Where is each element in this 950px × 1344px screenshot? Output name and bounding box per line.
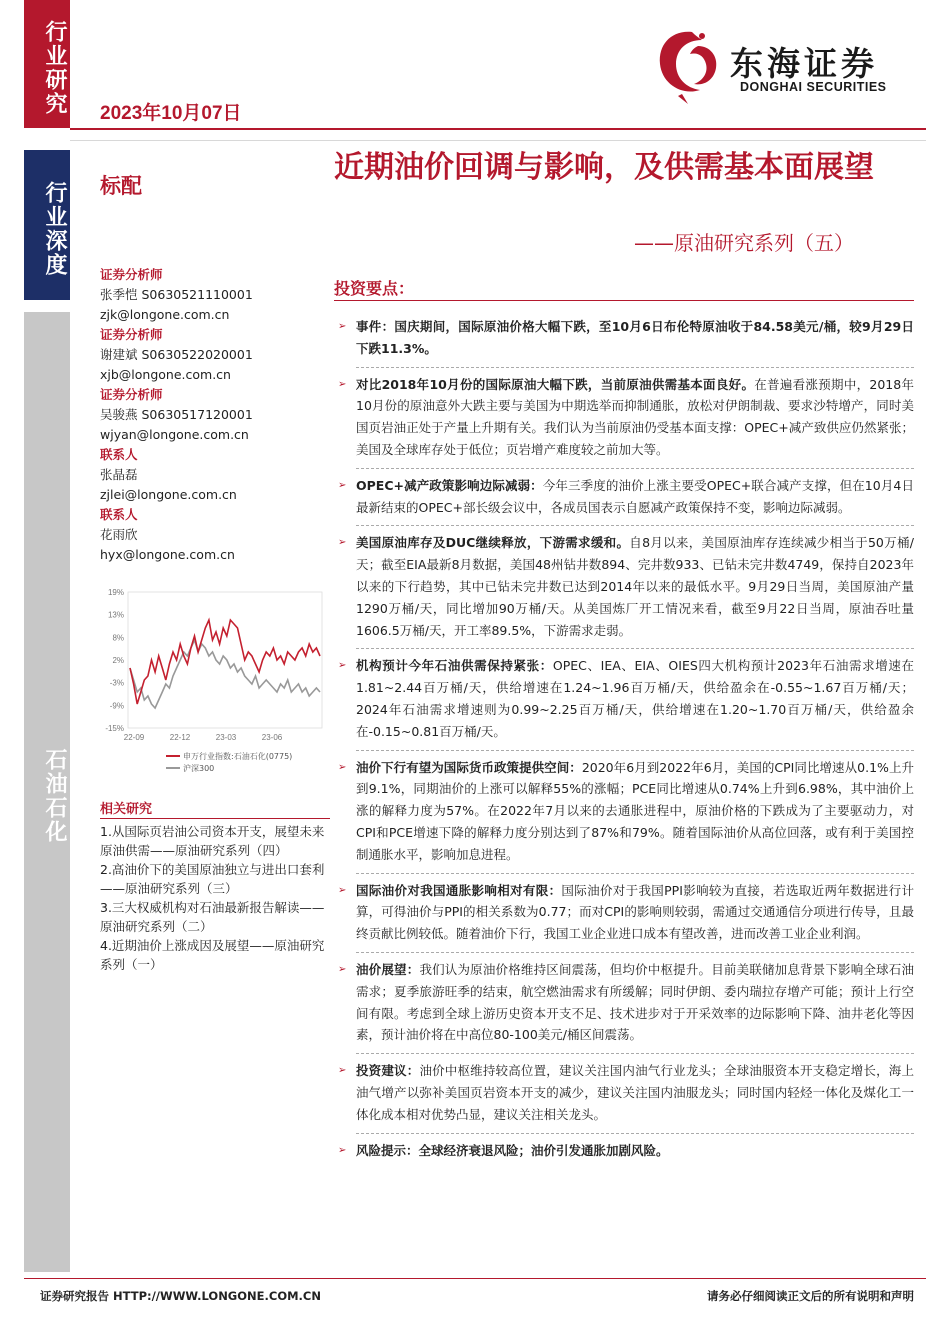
- key-point: [338, 316, 914, 360]
- key-point-lead: 美国原油库存及DUC继续释放，下游需求缓和。: [356, 535, 630, 551]
- footer-right: 请务必仔细阅读正文后的所有说明和声明: [707, 1289, 914, 1303]
- analyst-email[interactable]: xjb@longone.com.cn: [100, 367, 231, 382]
- rating: 标配: [100, 174, 142, 198]
- key-point-lead: 油价下行有望为国际货币政策提供空间：: [356, 759, 582, 775]
- side-tab-sector: 石油石化: [24, 312, 70, 1272]
- key-point-separator: [356, 1133, 914, 1134]
- y-tick-label: 8%: [112, 633, 124, 643]
- header-divider: [70, 128, 926, 130]
- analyst-email[interactable]: wjyan@longone.com.cn: [100, 427, 249, 442]
- related-heading: 相关研究: [100, 802, 153, 817]
- key-point: [338, 1140, 914, 1162]
- related-item[interactable]: 4.近期油价上涨成因及展望——原油研究系列（一）: [100, 938, 325, 972]
- key-point-separator: [356, 468, 914, 469]
- series-line: [130, 640, 320, 708]
- key-point-separator: [356, 367, 914, 368]
- key-point-separator: [356, 525, 914, 526]
- analyst-email[interactable]: zjlei@longone.com.cn: [100, 487, 237, 502]
- key-point: [338, 475, 914, 519]
- key-point-body: OPEC、IEA、EIA、OIES四大机构预计2023年石油需求增速在1.81~2.44百万桶/天，供给增速在1.24~1.96百万桶/天，供给盈余在-0.55~1.67百万桶/天；2024年石油需求增速则为0.99~2.25百万桶/天，供给增速在1.20~1.70百万桶/天，供给盈余在-0.15~0.81百万桶/天。: [356, 658, 914, 739]
- key-point: [338, 757, 914, 866]
- y-tick-label: -9%: [109, 701, 124, 711]
- related-item[interactable]: 1.从国际页岩油公司资本开支，展望未来原油供需——原油研究系列（四）: [100, 824, 325, 858]
- key-point-lead: 国际油价对我国通胀影响相对有限：: [356, 882, 562, 898]
- x-tick-label: 23-03: [215, 733, 237, 742]
- key-point-separator: [356, 750, 914, 751]
- side-tab-industry-research: 行业研究: [24, 0, 70, 128]
- bullet-arrow-icon: ➢: [338, 1144, 347, 1156]
- key-point-body: 油价中枢维持较高位置，建议关注国内油气行业龙头；全球油服资本开支稳定增长，海上油气增产以弥补美国页岩资本开支的减少，建议关注国内油服龙头；同时国内轻烃一体化及煤化工一体化成本相对优势凸显，建议关注相关龙头。: [356, 1063, 914, 1122]
- analyst-email[interactable]: hyx@longone.com.cn: [100, 547, 235, 562]
- bullet-arrow-icon: ➢: [338, 884, 347, 896]
- bullet-arrow-icon: ➢: [338, 378, 347, 390]
- key-point: [338, 532, 914, 641]
- key-point: [338, 374, 914, 461]
- footer-divider: [24, 1278, 926, 1279]
- price-chart: [96, 582, 328, 782]
- bullet-arrow-icon: ➢: [338, 660, 347, 672]
- key-points-divider: [334, 300, 914, 301]
- key-points-heading: 投资要点：: [334, 279, 415, 298]
- analyst-role: 联系人: [100, 507, 138, 522]
- footer-left: 证券研究报告 HTTP://WWW.LONGONE.COM.CN: [40, 1289, 321, 1303]
- report-title: 近期油价回调与影响，及供需基本面展望: [334, 150, 874, 185]
- key-point-body: 自8月以来，美国原油库存连续减少相当于50万桶/天；截至EIA最新8月数据，美国48州钻井数894、完井数933、已钻未完井数4749，保持自2023年以来的下行趋势，其中已钻未完井数已达到2014年以来的最低水平。9月29日当周，美国原油产量1290万桶/天，同比增加90万桶/天。从美国炼厂开工情况来看，截至9月22日当周，原油吞吐量1606.5万桶/天，开工率89.5%，下游需求走弱。: [356, 535, 914, 638]
- x-tick-label: 22-09: [123, 733, 145, 742]
- y-tick-label: -3%: [109, 678, 124, 688]
- related-item[interactable]: 2.高油价下的美国原油独立与进出口套利——原油研究系列（三）: [100, 862, 325, 896]
- key-point-separator: [356, 952, 914, 953]
- key-point: [338, 959, 914, 1046]
- related-divider: [100, 818, 330, 819]
- key-point-body: 国际油价对于我国PPI影响较为直接，若选取近两年数据进行计算，可得油价与PPI的相关系数为0.77；而对CPI的影响则较弱，需通过交通通信分项进行传导，且最终贡献比例较低。随着油价下行，我国工业企业进口成本有望改善，进而改善工业企业利润。: [356, 882, 914, 942]
- key-point-lead: 风险提示：全球经济衰退风险；油价引发通胀加剧风险。: [356, 1142, 669, 1158]
- donghai-logo-icon: [652, 26, 726, 104]
- x-tick-label: 22-12: [169, 733, 191, 742]
- key-point-lead: 油价展望：: [356, 961, 420, 977]
- key-point-body: 2020年6月到2022年6月，美国的CPI同比增速从0.1%上升到9.1%，同期油价的上涨可以解释55%的涨幅；PCE同比增速从0.74%上升到6.98%，其中油价上涨的解释力度为57%。在2022年7月以来的去通胀进程中，原油价格的下跌成为了主要驱动力，对CPI和PCE增速下降的解释力度分别达到了87%和79%。随着国际油价从高位回落，或有利于美国控制通胀水平，影响加息进程。: [356, 759, 914, 862]
- key-point-separator: [356, 873, 914, 874]
- key-point-body: 在普遍看涨预期中，2018年10月份的原油意外大跌主要与美国为中期选举而抑制通胀，放松对伊朗制裁、要求沙特增产，同时美国页岩油正处于产量上升期有关。我们认为当前原油仍受基本面支撑：OPEC+减产致供应仍然紧张；美国及全球库存处于低位；页岩增产难度较之前加大等。: [356, 376, 915, 457]
- key-point-lead: 事件：国庆期间，国际原油价格大幅下跌，至10月6日布伦特原油收于84.58美元/桶，较9月29日下跌11.3%。: [356, 319, 914, 356]
- key-point-lead: 机构预计今年石油供需保持紧张：: [356, 658, 553, 674]
- legend-label: 申万行业指数:石油石化(0775): [183, 752, 293, 761]
- analyst-role: 证券分析师: [100, 267, 163, 282]
- y-tick-label: 2%: [112, 656, 124, 665]
- bullet-arrow-icon: ➢: [338, 479, 347, 491]
- analyst-name: 花雨欣: [100, 527, 138, 542]
- y-tick-label: -15%: [105, 724, 124, 733]
- related-item[interactable]: 3.三大权威机构对石油最新报告解读——原油研究系列（二）: [100, 900, 325, 934]
- bullet-arrow-icon: ➢: [338, 321, 347, 332]
- bullet-arrow-icon: ➢: [338, 761, 347, 773]
- y-tick-label: 13%: [107, 610, 124, 620]
- key-point-separator: [356, 648, 914, 649]
- bullet-arrow-icon: ➢: [338, 1065, 347, 1077]
- side-tab-industry-depth: 行业深度: [24, 150, 70, 300]
- key-point: [338, 655, 914, 742]
- analyst-role: 证券分析师: [100, 387, 163, 402]
- x-tick-label: 23-06: [261, 733, 283, 742]
- key-point-body: 今年三季度的油价上涨主要受OPEC+联合减产支撑，但在10月4日最新结束的OPEC+部长级会议中，各成员国表示自愿减产政策保持不变，影响边际减弱。: [356, 477, 914, 515]
- report-subtitle: ——原油研究系列（五）: [634, 231, 854, 255]
- legend-label: 沪深300: [183, 764, 215, 773]
- key-point-lead: 投资建议：: [356, 1063, 420, 1079]
- analyst-name: 吴骏燕 S0630517120001: [100, 407, 253, 422]
- key-point-separator: [356, 1053, 914, 1054]
- analyst-role: 联系人: [100, 447, 138, 462]
- analyst-role: 证券分析师: [100, 327, 163, 342]
- report-date: 2023年10月07日: [100, 103, 242, 124]
- analyst-name: 张晶磊: [100, 467, 138, 482]
- y-tick-label: 19%: [107, 588, 124, 597]
- logo-text-cn: 东海证券: [730, 44, 878, 83]
- analyst-name: 张季恺 S0630521110001: [100, 287, 253, 302]
- related-list: [100, 822, 328, 974]
- bullet-arrow-icon: ➢: [338, 537, 347, 549]
- key-point-body: 我们认为原油价格维持区间震荡，但均价中枢提升。目前美联储加息背景下影响全球石油需求；夏季旅游旺季的结束，航空燃油需求有所缓解；同时伊朗、委内瑞拉存增产可能；预计上行空间有限。考虑到全球上游历史资本开支不足、技术进步对于开采效率的边际影响下降、油井老化等因素，预计油价将在中高位80-100美元/桶区间震荡。: [356, 961, 914, 1043]
- key-points-list: [338, 316, 914, 1161]
- key-point: [338, 880, 914, 945]
- key-point: [338, 1060, 914, 1125]
- analyst-list: [100, 265, 320, 565]
- header-divider-thin: [70, 140, 926, 141]
- logo-text-en: DONGHAI SECURITIES: [740, 80, 887, 94]
- analyst-name: 谢建斌 S0630522020001: [100, 347, 253, 362]
- bullet-arrow-icon: ➢: [338, 963, 347, 975]
- analyst-email[interactable]: zjk@longone.com.cn: [100, 307, 230, 322]
- key-point-lead: 对比2018年10月份的国际原油大幅下跌，当前原油供需基本面良好。: [356, 376, 755, 392]
- key-point-lead: OPEC+减产政策影响边际减弱：: [356, 477, 543, 493]
